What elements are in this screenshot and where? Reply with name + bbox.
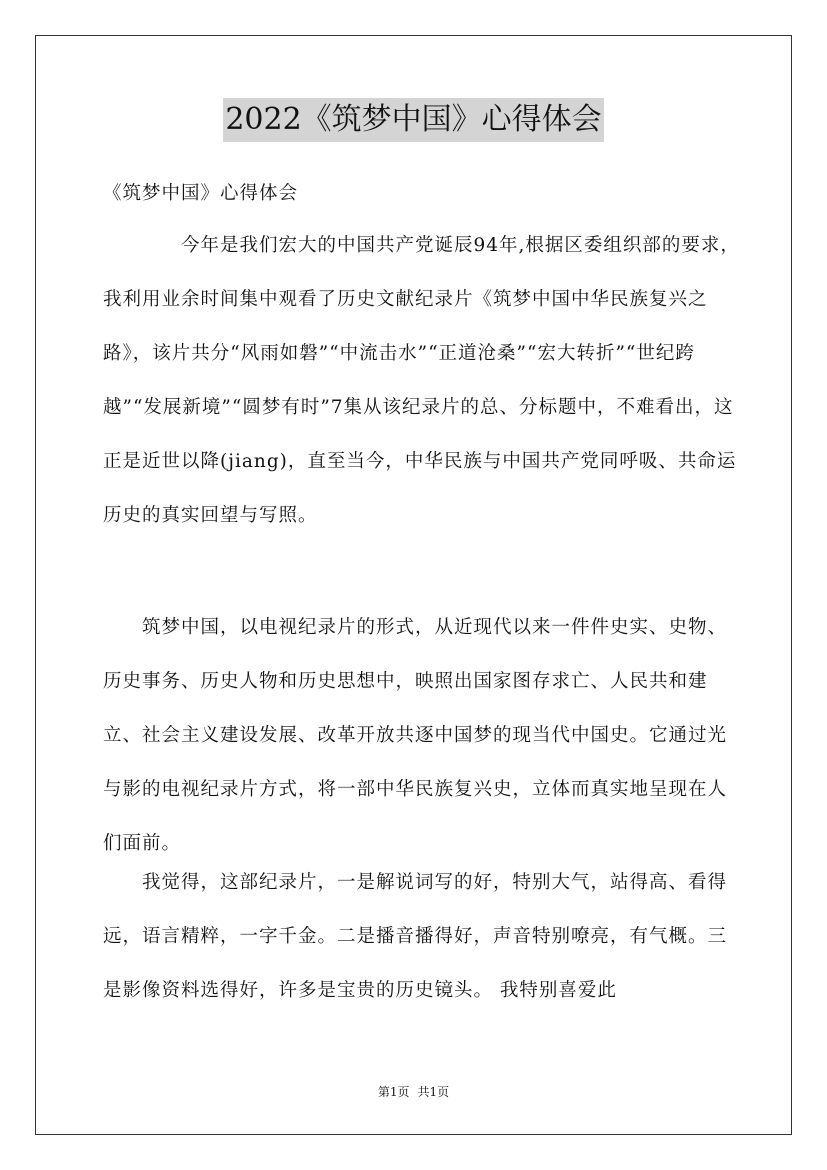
page-total: 共1页 <box>417 1085 450 1099</box>
page-footer <box>0 1082 827 1102</box>
document-title: 2022《筑梦中国》心得体会 <box>223 98 603 142</box>
title-container <box>0 98 827 142</box>
paragraph-3: 我觉得，这部纪录片，一是解说词写的好，特别大气，站得高、看得远，语言精粹，一字千金。二是播音播得好，声音特别嘹亮，有气概。三是影像资料选得好，许多是宝贵的历史镜头。 我特别喜爱此 <box>103 872 728 1001</box>
paragraph-1: 今年是我们宏大的中国共产党诞辰94年,根据区委组织部的要求，我利用业余时间集中观看了历史文献纪录片《筑梦中国中华民族复兴之路》，该片共分“风雨如磐”“中流击水”“正道沧桑”“宏大转折”“世纪跨越”“发展新境”“圆梦有时”7集从该纪录片的总、分标题中，不难看出，这正是近世以降(jiang)，直至当今，中华民族与中国共产党同呼吸、共命运历史的真实回望与写照。 <box>103 235 740 526</box>
page-number: 第1页 <box>377 1085 410 1099</box>
paragraph-2: 筑梦中国，以电视纪录片的形式，从近现代以来一件件史实、史物、历史事务、历史人物和历史思想中，映照出国家图存求亡、人民共和建立、社会主义建设发展、改革开放共逐中国梦的现当代中国史。它通过光与影的电视纪录片方式，将一部中华民族复兴史，立体而真实地呈现在人们面前。 <box>103 617 728 854</box>
document-subtitle: 《筑梦中国》心得体会 <box>103 183 299 204</box>
